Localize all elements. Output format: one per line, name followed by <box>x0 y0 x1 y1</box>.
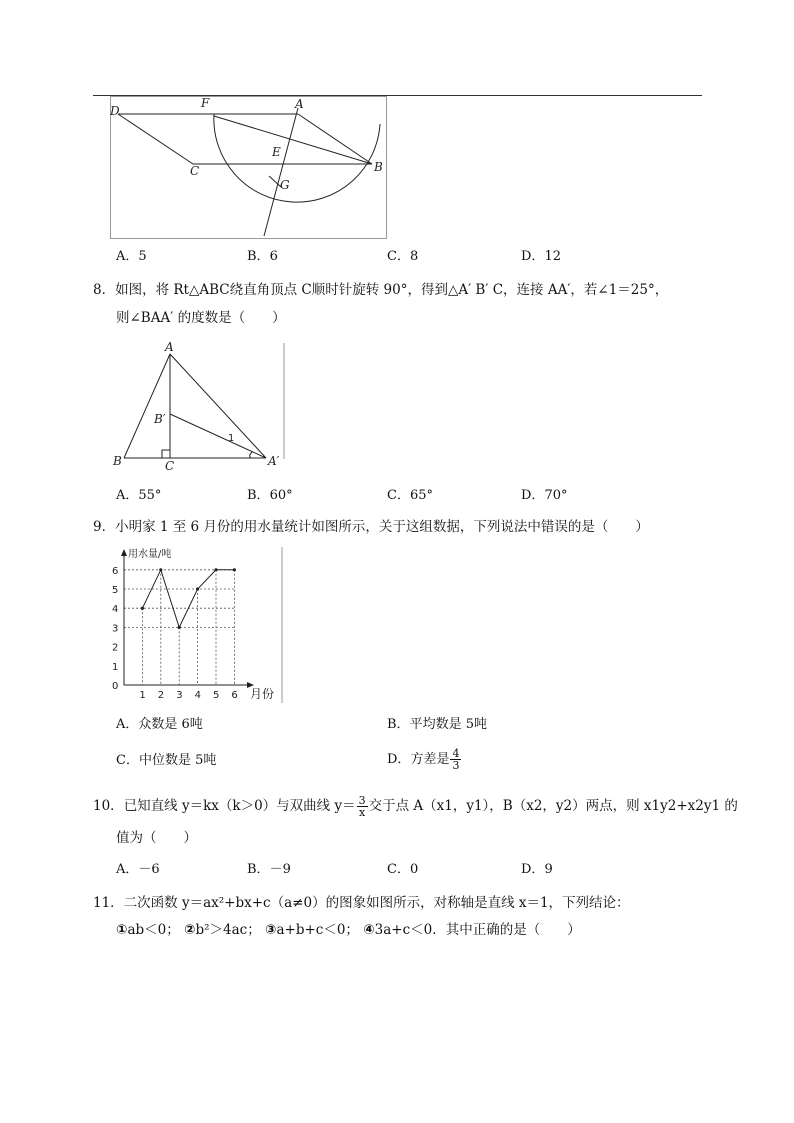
y-tick-label: 1 <box>112 661 119 673</box>
y-tick-label: 4 <box>112 604 119 616</box>
y-axis-label: 用水量/吨 <box>128 549 172 560</box>
item-3-mark: ③ <box>265 922 277 938</box>
data-point <box>141 607 144 610</box>
origin-label: 0 <box>112 681 119 692</box>
arc <box>214 114 380 202</box>
item-1-text: ab＜0； <box>127 922 180 938</box>
segment-FB <box>214 116 372 164</box>
q11-stem-line2 <box>116 921 581 939</box>
q9-option-c[interactable]: C．中位数是 5吨 <box>116 753 217 768</box>
q11-stem-line1: 11．二次函数 y＝ax²+bx+c（a≠0）的图象如图所示，对称轴是直线 x＝1，下列结论： <box>93 895 630 911</box>
y-tick-label: 5 <box>112 585 119 596</box>
label-angle-1: 1 <box>228 433 235 444</box>
data-point <box>178 626 181 629</box>
line-AG <box>264 108 298 236</box>
label-B-prime: B′ <box>154 412 166 426</box>
item-4-mark: ④ <box>363 922 375 938</box>
x-tick-label: 3 <box>176 690 183 701</box>
x-tick-label: 2 <box>157 690 165 701</box>
label-A: A <box>165 341 174 354</box>
q9-option-b[interactable]: B．平均数是 5吨 <box>387 717 487 732</box>
segment-B-primeA-prime <box>170 414 266 458</box>
item-3-text: a+b+c＜0； <box>276 922 359 938</box>
item-1-mark: ① <box>116 922 128 938</box>
q10-option-a[interactable]: A．－6 <box>116 862 160 877</box>
q8-option-c[interactable]: C．65° <box>387 488 433 503</box>
y-tick-label: 6 <box>112 565 119 577</box>
x-tick-label: 1 <box>139 690 146 701</box>
q8-option-d[interactable]: D．70° <box>521 488 568 503</box>
x-tick-label: 4 <box>194 690 201 701</box>
label-F: F <box>201 96 210 110</box>
item-4-text: 3a+c＜0．其中正确的是（ ） <box>374 922 581 938</box>
y-tick-label: 3 <box>112 623 119 635</box>
q7-option-b[interactable]: B．6 <box>247 249 278 264</box>
segment-AB <box>298 114 372 164</box>
q9-stem: 9．小明家 1 至 6 月份的用水量统计如图所示，关于这组数据，下列说法中错误的是（ ） <box>93 519 649 535</box>
q8-stem-line2: 则∠BAA′ 的度数是（ ） <box>116 310 286 326</box>
q9-option-a[interactable]: A．众数是 6吨 <box>116 717 203 732</box>
segment-AA-prime <box>170 354 266 458</box>
q10-option-b[interactable]: B．－9 <box>247 862 291 877</box>
label-B: B <box>374 160 383 174</box>
label-C: C <box>190 164 200 178</box>
q7-option-c[interactable]: C．8 <box>387 249 419 264</box>
q7-option-d[interactable]: D．12 <box>521 249 561 264</box>
segment-AB <box>124 354 170 458</box>
q8-option-b[interactable]: B．60° <box>247 488 293 503</box>
q9-chart <box>110 543 290 705</box>
q9-option-d[interactable]: D．方差是 $\frac{4}{3}$ <box>387 747 460 772</box>
x-tick-label: 5 <box>213 690 220 701</box>
q8-figure <box>110 341 290 471</box>
angle-1-arc <box>250 452 252 458</box>
q7-frame <box>111 97 387 239</box>
label-A-prime: A′ <box>268 454 280 468</box>
variance-fraction: $\frac{4}{3}$ <box>452 747 460 772</box>
label-C: C <box>165 459 175 471</box>
label-B: B <box>113 454 122 468</box>
data-point <box>233 568 236 571</box>
q7-figure <box>110 96 390 246</box>
y-tick-label: 2 <box>112 642 119 654</box>
q10-stem-line1: 10．已知直线 y＝kx（k＞0）与双曲线 y＝ $\frac{3}{x}$ 交于点 A（x1，y1），B（x2，y2）两点，则 x1y2+x2y1 的 <box>93 794 738 819</box>
x-axis-label: 月份 <box>250 687 275 701</box>
label-G: G <box>280 178 290 192</box>
item-2-text: b²＞4ac； <box>195 922 261 938</box>
series-line <box>142 570 234 628</box>
data-point <box>214 568 217 571</box>
right-angle-mark <box>162 450 170 458</box>
item-2-mark: ② <box>184 922 196 938</box>
data-point <box>159 568 162 571</box>
label-A: A <box>295 97 304 111</box>
q8-stem-line1: 8．如图，将 Rt△ABC绕直角顶点 C顺时针旋转 90°，得到△A′ B′ C，连接 AA′，若∠1＝25°， <box>93 282 669 298</box>
label-D: D <box>110 104 120 118</box>
hyperbola-fraction: $\frac{3}{x}$ <box>358 794 366 819</box>
q8-option-a[interactable]: A．55° <box>116 488 162 503</box>
label-E: E <box>272 145 281 159</box>
q10-option-c[interactable]: C．0 <box>387 862 419 877</box>
segment-DC <box>118 114 193 164</box>
y-axis-arrow <box>121 549 127 556</box>
q10-option-d[interactable]: D．9 <box>521 862 553 877</box>
data-point <box>196 587 199 590</box>
q7-option-a[interactable]: A．5 <box>116 249 147 264</box>
q10-stem-line2: 值为（ ） <box>116 830 197 846</box>
x-tick-label: 6 <box>231 690 238 701</box>
